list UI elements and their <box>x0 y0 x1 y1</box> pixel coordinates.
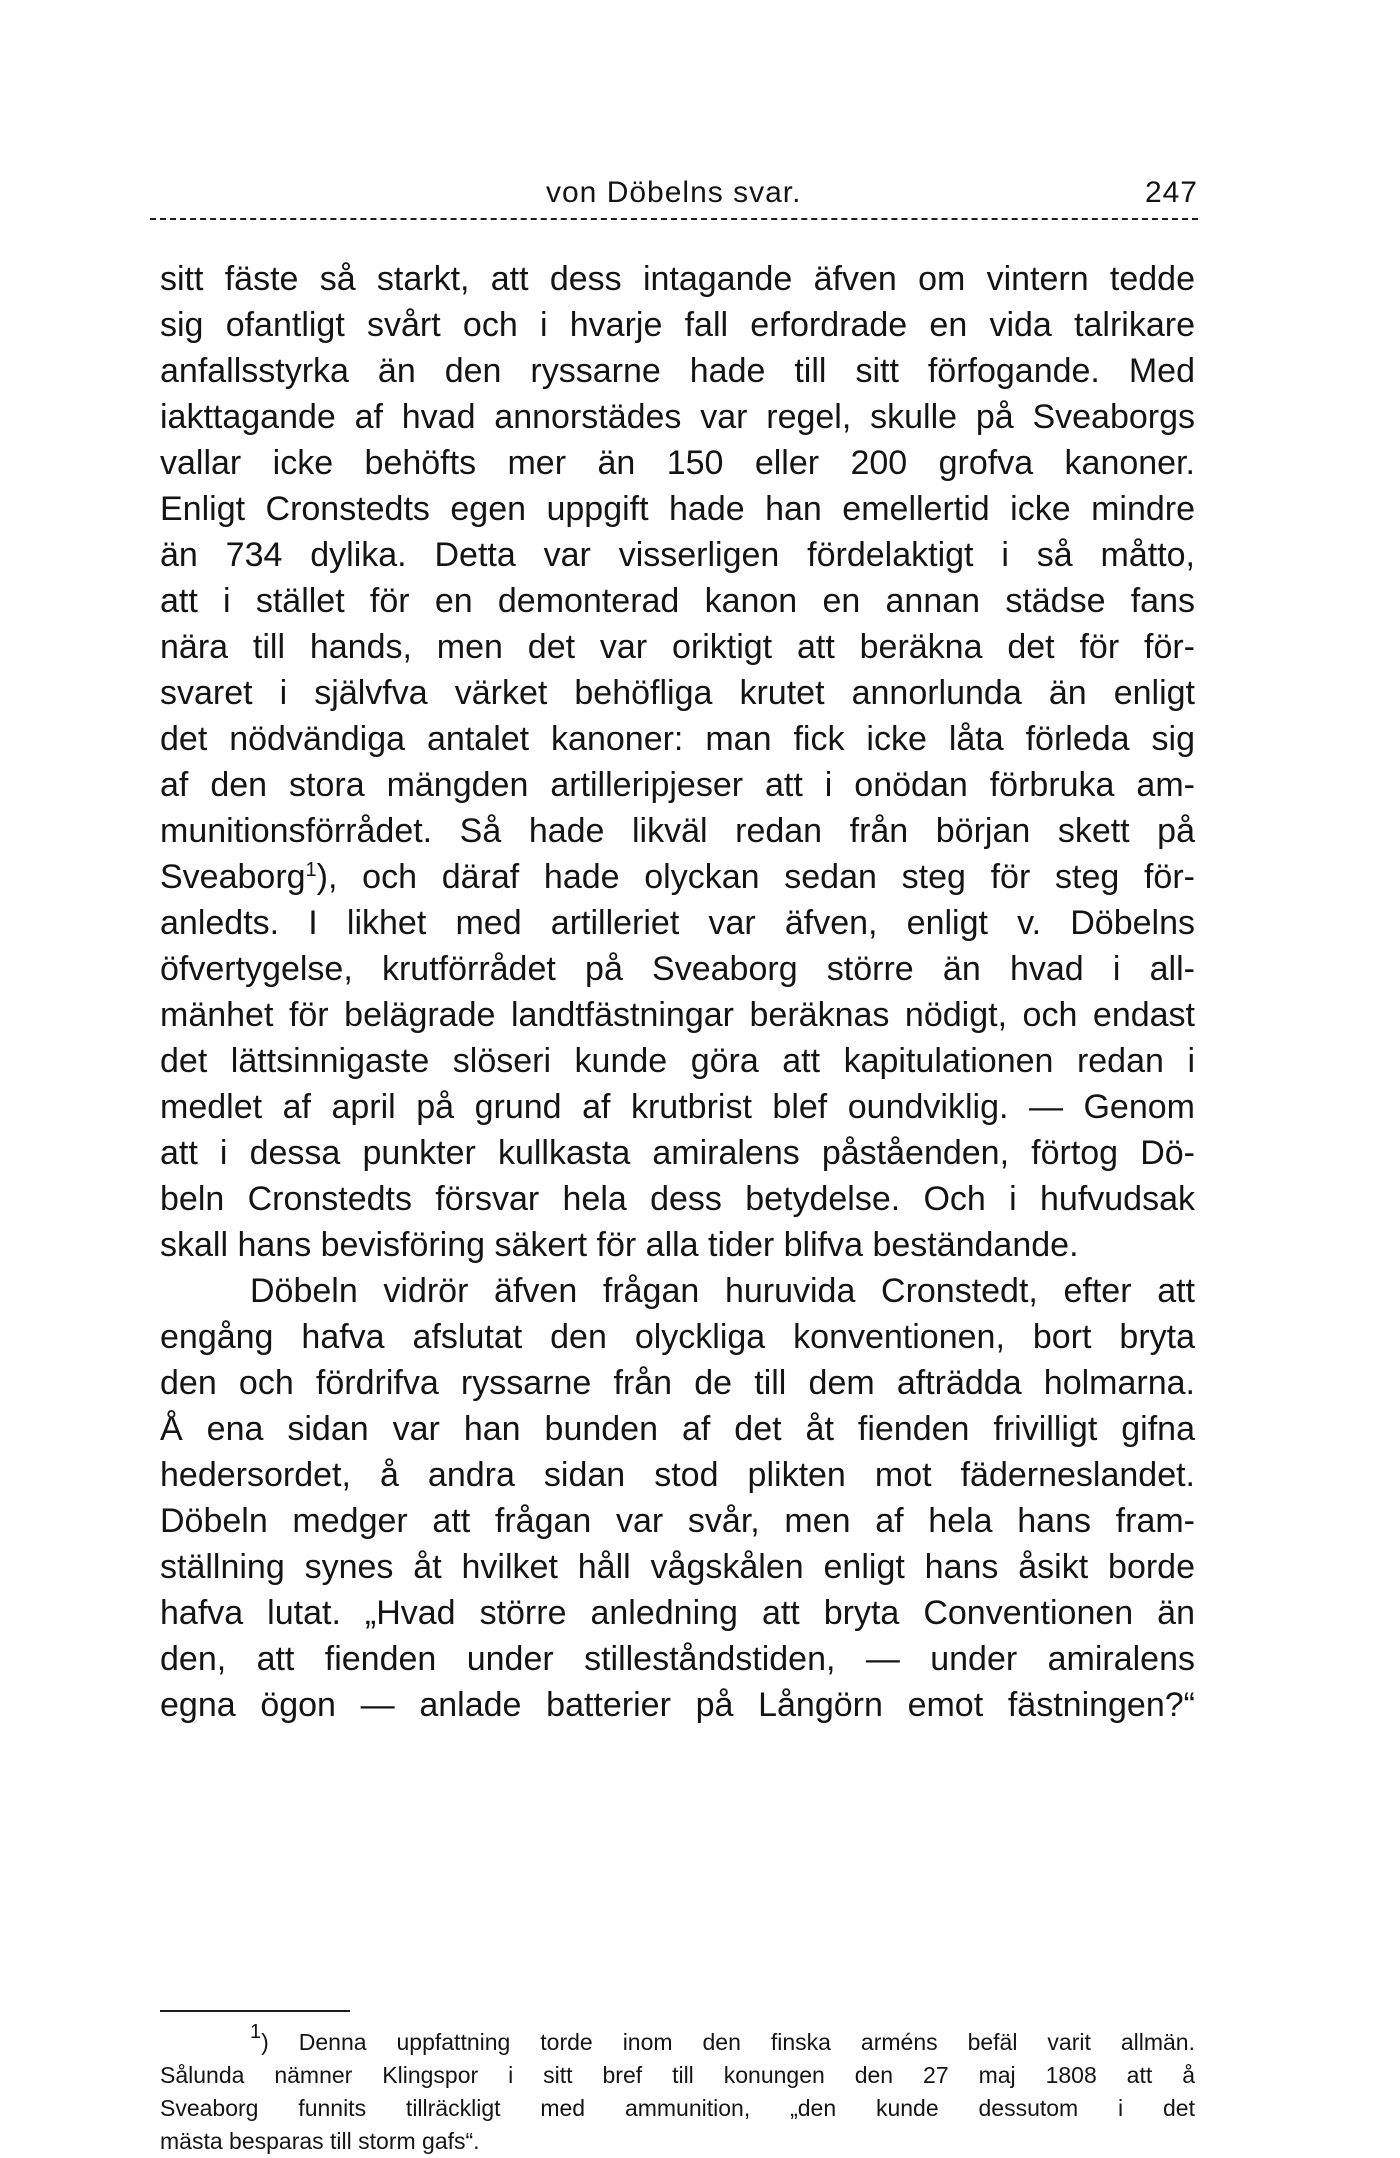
text-line: att i dessa punkter kullkasta amiralens påståenden, förtog Dö- <box>160 1134 1195 1172</box>
text-line: nära till hands, men det var oriktigt att beräkna det för för- <box>160 628 1195 666</box>
footnote-line: Sveaborg funnits tillräckligt med ammunition, „den kunde dessutom i det <box>160 2095 1195 2121</box>
footnote <box>160 2021 1195 2158</box>
text-line: svaret i självfva värket behöfliga krutet annorlunda än enligt <box>160 674 1195 712</box>
text-line: vallar icke behöfts mer än 150 eller 200 grofva kanoner. <box>160 444 1195 482</box>
text-line: medlet af april på grund af krutbrist blef oundviklig. — Genom <box>160 1088 1195 1126</box>
text-line: den, att fienden under stilleståndstiden, — under amiralens <box>160 1640 1195 1678</box>
text-line: öfvertygelse, krutförrådet på Sveaborg större än hvad i all- <box>160 950 1195 988</box>
text-line-with-footnote <box>160 854 1195 900</box>
text-line: anfallsstyrka än den ryssarne hade till sitt förfogande. Med <box>160 352 1195 390</box>
text-line: beln Cronstedts försvar hela dess betydelse. Och i hufvudsak <box>160 1180 1195 1218</box>
footnote-marker: 1 <box>250 2021 262 2043</box>
text-line: Döbeln medger att frågan var svår, men af hela hans fram- <box>160 1502 1195 1540</box>
text-line: sig ofantligt svårt och i hvarje fall erfordrade en vida talrikare <box>160 306 1195 344</box>
footnote-line <box>160 2021 1195 2059</box>
footnote-text: ) Denna uppfattning torde inom den finska arméns befäl varit allmän. <box>261 2029 1195 2055</box>
header-rule <box>150 218 1198 220</box>
page-number: 247 <box>1144 176 1198 209</box>
text-line: mänhet för belägrade landtfästningar beräknas nödigt, och endast <box>160 996 1195 1034</box>
text-line: af den stora mängden artilleripjeser att i onödan förbruka am- <box>160 766 1195 804</box>
text-line: att i stället för en demonterad kanon en annan städse fans <box>160 582 1195 620</box>
text-fragment: ), och däraf hade olyckan sedan steg för steg för- <box>316 858 1195 896</box>
text-line: egna ögon — anlade batterier på Långörn emot fästningen?“ <box>160 1686 1195 1724</box>
text-line: Å ena sidan var han bunden af det åt fienden frivilligt gifna <box>160 1410 1195 1448</box>
text-line: munitionsförrådet. Så hade likväl redan från början skett på <box>160 812 1195 850</box>
running-title: von Döbelns svar. <box>546 176 802 209</box>
running-head <box>150 176 1198 216</box>
text-line: hafva lutat. „Hvad större anledning att bryta Conventionen än <box>160 1594 1195 1632</box>
text-line: det nödvändiga antalet kanoner: man fick icke låta förleda sig <box>160 720 1195 758</box>
body-text <box>160 256 1195 1728</box>
text-line: än 734 dylika. Detta var visserligen fördelaktigt i så måtto, <box>160 536 1195 574</box>
footnote-reference[interactable]: 1 <box>305 859 317 881</box>
text-line: Döbeln vidrör äfven frågan huruvida Cronstedt, efter att <box>250 1272 1195 1310</box>
text-fragment: Sveaborg <box>160 858 306 896</box>
text-line: ställning synes åt hvilket håll vågskålen enligt hans åsikt borde <box>160 1548 1195 1586</box>
text-line: anledts. I likhet med artilleriet var äfven, enligt v. Döbelns <box>160 904 1195 942</box>
footnote-rule <box>160 2010 350 2012</box>
text-line: den och fördrifva ryssarne från de till dem afträdda holmarna. <box>160 1364 1195 1402</box>
footnote-line: mästa besparas till storm gafs“. <box>160 2128 480 2154</box>
footnote-line: Sålunda nämner Klingspor i sitt bref till konungen den 27 maj 1808 att å <box>160 2062 1195 2088</box>
text-line: hedersordet, å andra sidan stod plikten mot fäderneslandet. <box>160 1456 1195 1494</box>
text-line: iakttagande af hvad annorstädes var regel, skulle på Sveaborgs <box>160 398 1195 436</box>
text-line: sitt fäste så starkt, att dess intagande äfven om vintern tedde <box>160 260 1195 298</box>
text-line: det lättsinnigaste slöseri kunde göra att kapitulationen redan i <box>160 1042 1195 1080</box>
text-line: skall hans bevisföring säkert för alla tider blifva beständande. <box>160 1226 1079 1264</box>
text-line: Enligt Cronstedts egen uppgift hade han emellertid icke mindre <box>160 490 1195 528</box>
text-line: engång hafva afslutat den olyckliga konventionen, bort bryta <box>160 1318 1195 1356</box>
